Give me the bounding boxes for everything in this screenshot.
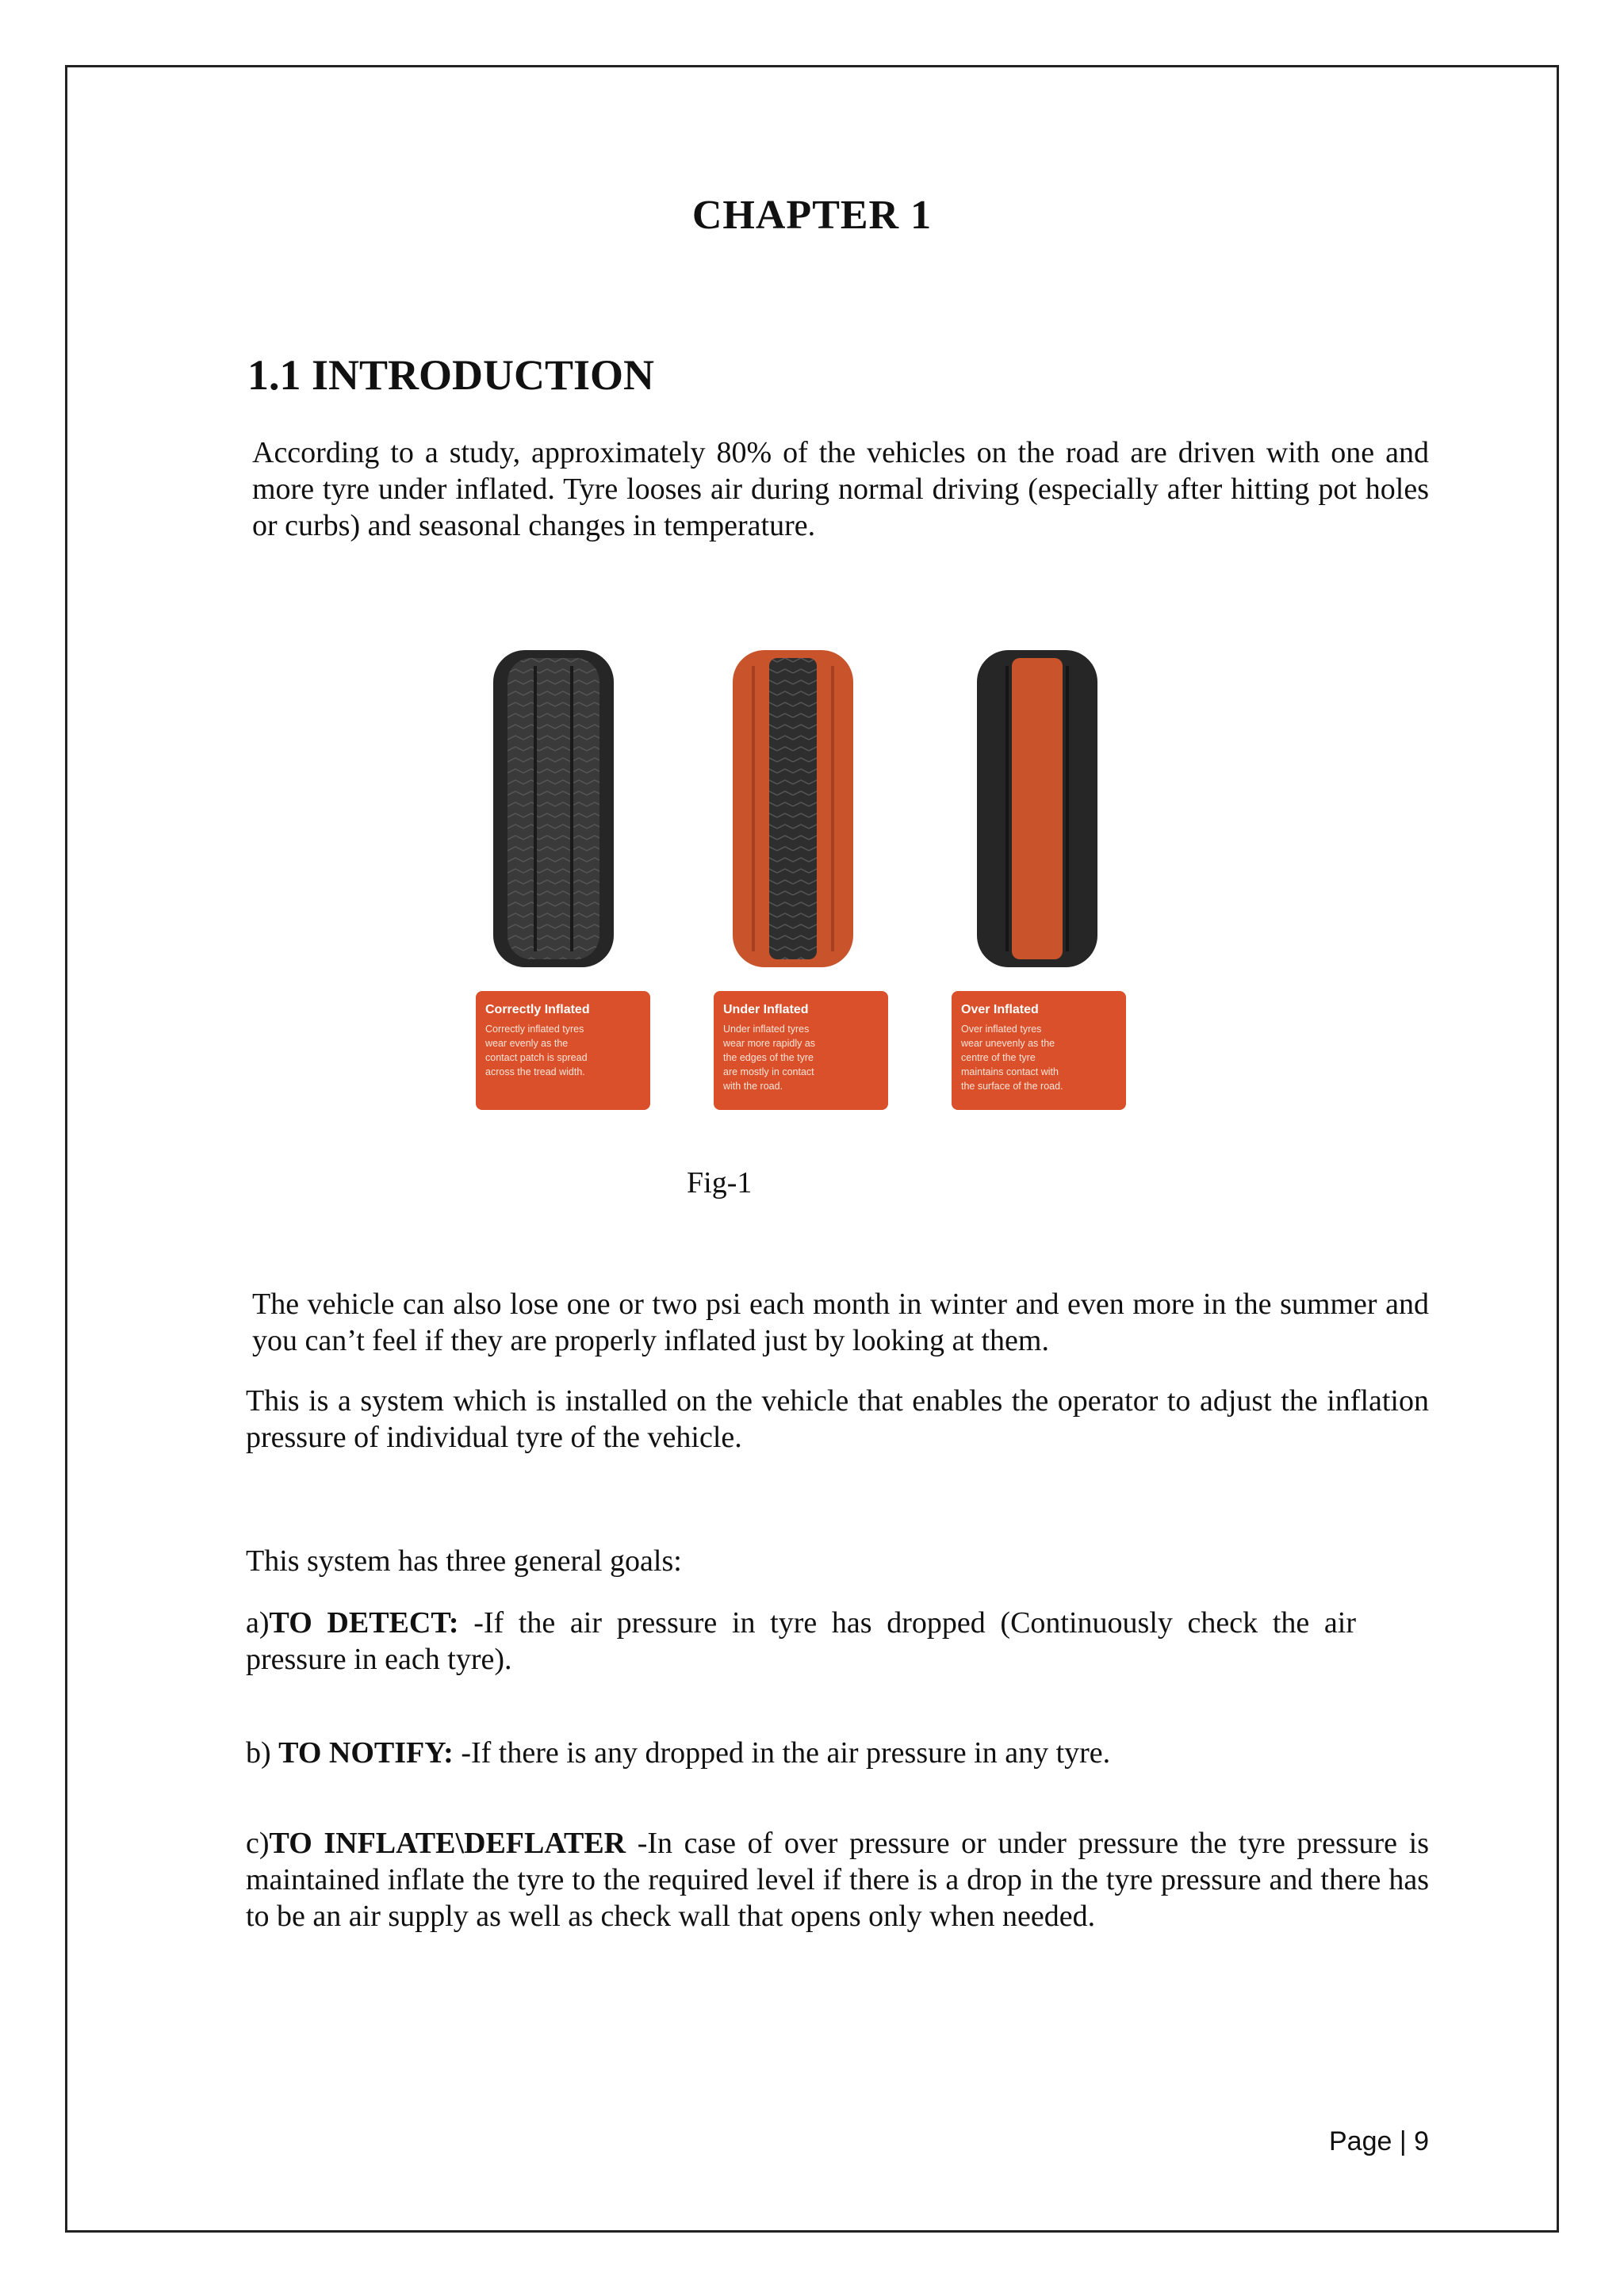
svg-text:across the tread width.: across the tread width. [485,1066,585,1077]
svg-text:centre of the tyre: centre of the tyre [961,1052,1036,1063]
panel-under-inflated [714,991,888,1110]
section-title: 1.1 INTRODUCTION [247,351,655,399]
goal-detect: a)TO DETECT: -If the air pressure in tyre has dropped (Continuously check the air pressure in each tyre). [246,1606,1356,1676]
svg-text:Under inflated tyres: Under inflated tyres [723,1024,810,1035]
svg-text:the surface of the road.: the surface of the road. [961,1081,1063,1092]
goal-label: TO NOTIFY: [278,1736,454,1770]
paragraph-3: This is a system which is installed on the vehicle that enables the operator to adjust the inflation pressure of individual tyre of the vehicle. [246,1384,1429,1454]
svg-text:Correctly inflated tyres: Correctly inflated tyres [485,1024,584,1035]
svg-text:wear unevenly as the: wear unevenly as the [961,1038,1055,1049]
tyre-under-inflated [733,650,853,967]
tyre-over-inflated [977,650,1097,967]
svg-text:with the road.: with the road. [723,1081,783,1092]
svg-text:maintains contact with: maintains contact with [961,1066,1059,1077]
page-number: Page | 9 [1329,2126,1430,2156]
figure-caption: Fig-1 [687,1166,753,1200]
svg-text:wear evenly as the: wear evenly as the [485,1038,569,1049]
panel-title: Over Inflated [961,1003,1039,1016]
goal-label: TO INFLATE\DEFLATER [269,1827,626,1860]
svg-text:Over inflated tyres: Over inflated tyres [961,1024,1042,1035]
goal-label: TO DETECT: [269,1606,459,1640]
chapter-title: CHAPTER 1 [691,193,933,238]
tyre-inflation-figure [460,634,1142,1142]
intro-paragraph: According to a study, approximately 80% of the vehicles on the road are driven with one and more tyre under inflated. Tyre looses air during normal driving (especially after hitting pot holes or curbs) and seasonal changes in temperature. [252,436,1429,542]
panel-over-inflated [952,991,1126,1110]
goal-notify: b) TO NOTIFY: -If there is any dropped in the air pressure in any tyre. [246,1736,1111,1770]
panel-title: Under Inflated [723,1003,809,1016]
goal-inflate: c)TO INFLATE\DEFLATER -In case of over pressure or under pressure the tyre pressure is maintained inflate the tyre to the required level if there is a drop in the tyre pressure and there has to be an air supply as well as check wall that opens only when needed. [246,1827,1429,1933]
svg-text:are mostly in contact: are mostly in contact [723,1066,814,1077]
panel-correctly-inflated [476,991,650,1110]
svg-text:the edges of the tyre: the edges of the tyre [723,1052,814,1063]
svg-text:contact patch is spread: contact patch is spread [485,1052,588,1063]
tyre-correctly-inflated [493,650,614,967]
goals-intro: This system has three general goals: [246,1544,682,1578]
paragraph-2: The vehicle can also lose one or two psi each month in winter and even more in the summer and you can’t feel if they are properly inflated just by looking at them. [252,1288,1429,1357]
svg-text:wear more rapidly as: wear more rapidly as [723,1038,816,1049]
panel-title: Correctly Inflated [485,1003,590,1016]
